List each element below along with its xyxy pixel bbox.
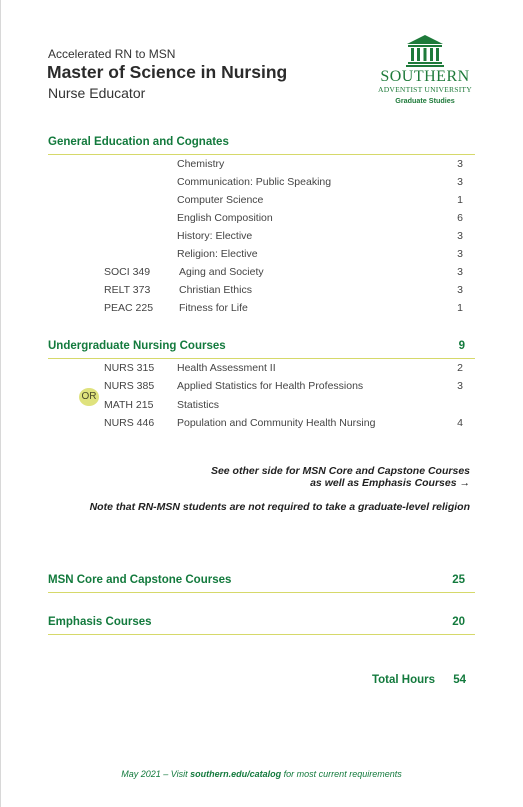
section-heading: MSN Core and Capstone Courses [48,574,232,586]
course-hours: 3 [457,176,463,188]
course-title: History: Elective [177,230,253,242]
course-hours: 3 [457,248,463,260]
course-title: Applied Statistics for Health Professions [177,380,364,392]
course-title: Population and Community Health Nursing [177,417,376,429]
course-hours: 3 [457,158,463,170]
course-row [48,176,475,194]
course-hours: 1 [457,194,463,206]
course-hours: 4 [457,417,463,429]
course-hours: 1 [457,302,463,314]
course-row [48,302,475,320]
course-hours: 2 [457,362,463,374]
section-msn-core [48,574,475,593]
program-line: Accelerated RN to MSN [48,47,176,61]
section-heading: Undergraduate Nursing Courses [48,340,226,352]
course-row [48,212,475,230]
section-hours: 9 [458,340,465,352]
total-value: 54 [453,674,466,686]
religion-note: Note that RN-MSN students are not required to take a graduate-level religion [89,501,470,513]
course-title: Fitness for Life [179,302,248,314]
footer-suffix: for most current requirements [281,769,402,779]
catalog-link[interactable]: southern.edu/catalog [190,769,282,779]
course-code: SOCI 349 [104,266,151,278]
total-hours [48,674,475,690]
course-title: Communication: Public Speaking [177,176,332,188]
logo-division: Graduate Studies [395,96,455,105]
degree-title: Master of Science in Nursing [47,62,288,82]
course-row [48,248,475,266]
course-code: NURS 385 [104,380,155,392]
course-code: PEAC 225 [104,302,154,314]
section-emphasis [48,616,475,635]
course-hours: 3 [457,230,463,242]
page-edge [0,0,1,807]
course-row [48,230,475,248]
course-row [48,362,475,380]
section-hours: 20 [452,616,465,628]
course-row [48,194,475,212]
note-line: See other side for MSN Core and Capstone Courses [210,465,470,477]
course-title: Aging and Society [179,266,264,278]
course-row [48,417,475,435]
course-row [48,399,475,417]
course-title: Computer Science [177,194,264,206]
building-icon [405,34,445,68]
total-label: Total Hours [371,674,435,686]
or-badge: OR [79,388,99,406]
course-title: Statistics [177,399,220,411]
section-undergrad-nursing [48,340,475,359]
course-row [48,266,475,284]
note-line: as well as Emphasis Courses → [310,477,470,489]
course-title: English Composition [177,212,273,224]
course-hours: 3 [457,380,463,392]
course-title: Health Assessment II [177,362,276,374]
course-row [48,380,475,398]
course-code: MATH 215 [104,399,154,411]
course-title: Christian Ethics [179,284,252,296]
section-heading: General Education and Cognates [48,136,229,148]
footer [0,769,523,779]
see-other-side-note [170,465,470,489]
course-row [48,284,475,302]
course-hours: 6 [457,212,463,224]
logo-university: ADVENTIST UNIVERSITY [378,85,472,94]
course-title: Chemistry [177,158,225,170]
track-title: Nurse Educator [48,85,146,101]
section-gen-ed [48,136,475,155]
logo-wordmark: SOUTHERN [380,68,470,85]
course-hours: 3 [457,284,463,296]
footer-prefix: May 2021 – Visit [121,769,191,779]
course-code: NURS 446 [104,417,155,429]
course-title: Religion: Elective [177,248,258,260]
section-hours: 25 [452,574,465,586]
course-hours: 3 [457,266,463,278]
section-heading: Emphasis Courses [48,616,152,628]
course-code: RELT 373 [104,284,151,296]
course-row [48,158,475,176]
university-logo [372,34,478,106]
course-code: NURS 315 [104,362,155,374]
